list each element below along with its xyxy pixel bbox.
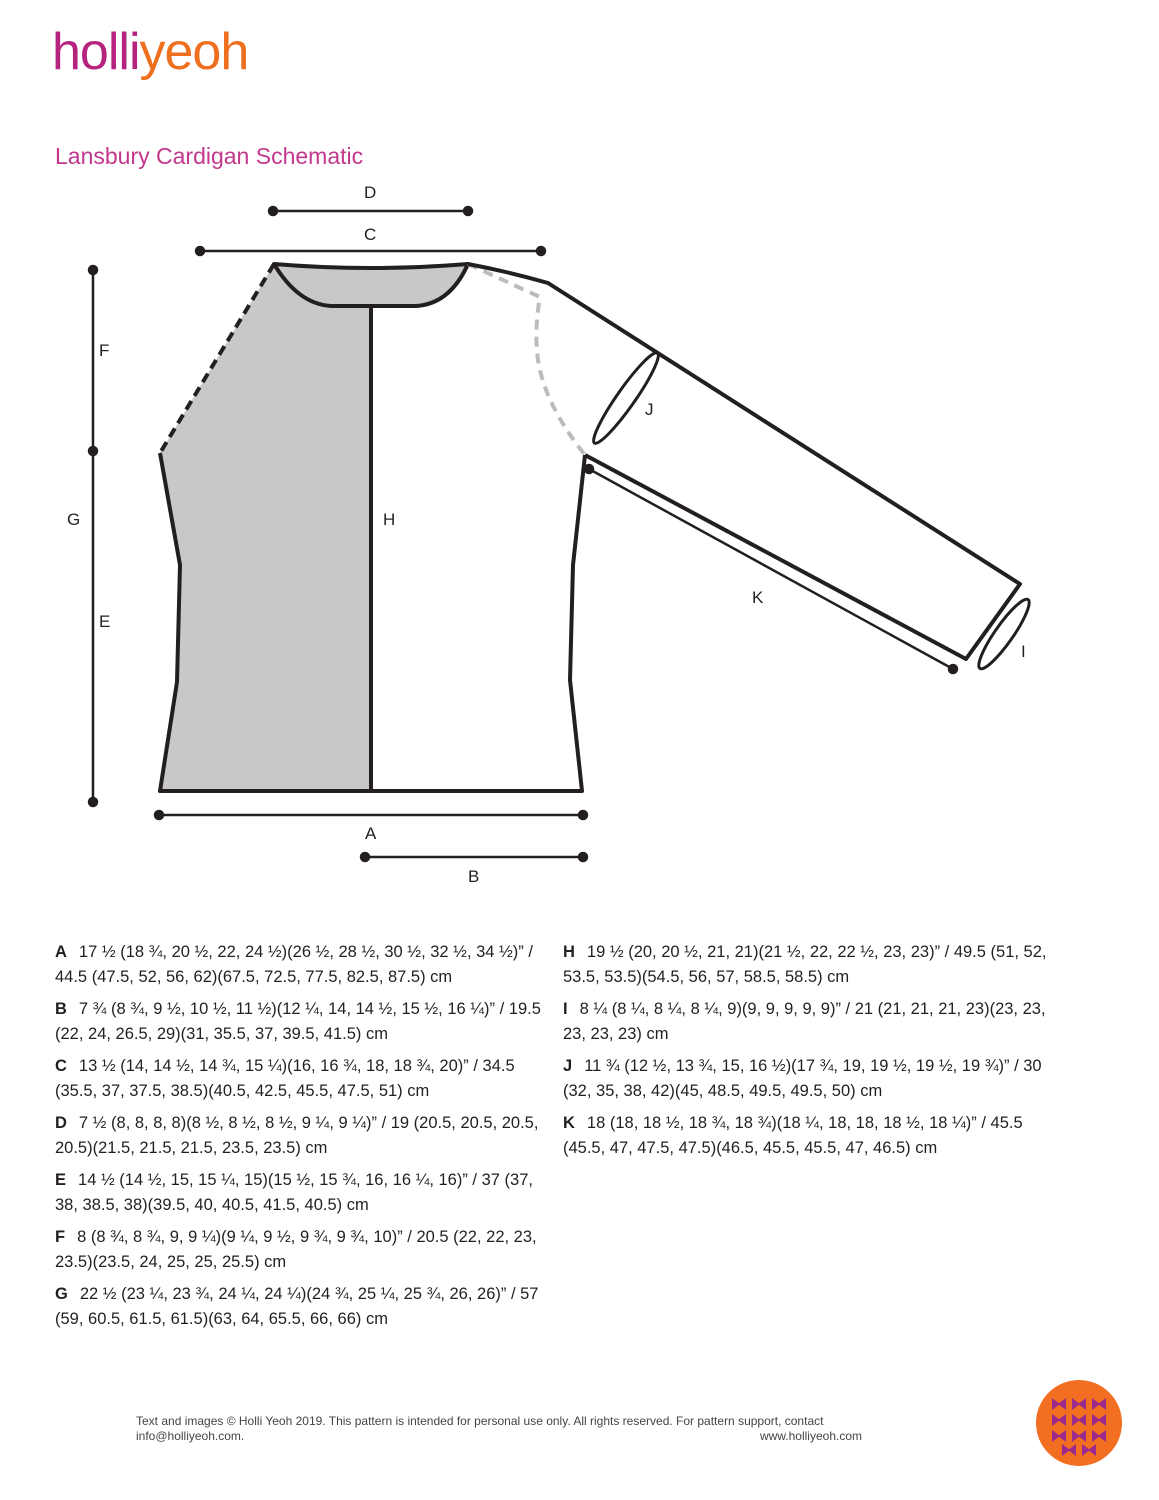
label-j: J [645,400,654,419]
footer [136,1414,862,1444]
footer-copyright: Text and images © Holli Yeoh 2019. This pattern is intended for personal use only. All rights reserved. For pattern support, contact info@holliyeoh.com. [136,1414,824,1443]
measurement-d: D 7 ½ (8, 8, 8, 8)(8 ½, 8 ½, 8 ½, 9 ¼, 9 ¼)” / 19 (20.5, 20.5, 20.5, 20.5)(21.5, 21.5, 21.5, 23.5, 23.5) cm [55,1114,539,1157]
measurement-a: A 17 ½ (18 ¾, 20 ½, 22, 24 ½)(26 ½, 28 ½, 30 ½, 32 ½, 34 ½)” / 44.5 (47.5, 52, 56, 62)(67.5, 72.5, 77.5, 82.5, 87.5) cm [55,943,533,986]
dim-end-b-left [361,853,369,861]
brand-logo-part2: yeoh [139,23,249,81]
label-i: I [1021,642,1026,661]
dim-end-d-left [269,207,277,215]
label-c: C [364,225,377,244]
label-a: A [365,824,377,843]
label-b: B [468,867,480,886]
dim-end-c-left [196,247,204,255]
dim-end-b-right [579,853,587,861]
dim-end-k-bottom [949,665,957,673]
dim-end-fe-mid [89,447,97,455]
dim-end-a-right [579,811,587,819]
dim-end-c-right [537,247,545,255]
measurement-k: K 18 (18, 18 ½, 18 ¾, 18 ¾)(18 ¼, 18, 18, 18 ½, 18 ¼)” / 45.5 (45.5, 47, 47.5, 47.5)(46.5, 45.5, 45.5, 47, 46.5) cm [563,1114,1023,1157]
measurements-right-column [563,940,1063,1168]
label-d: D [364,183,377,202]
label-k: K [752,588,764,607]
label-e: E [99,612,111,631]
measurements-left-column [55,940,545,1339]
label-f: F [99,341,110,360]
measurement-c: C 13 ½ (14, 14 ½, 14 ¾, 15 ¼)(16, 16 ¾, 18, 18 ¾, 20)” / 34.5 (35.5, 37, 37.5, 38.5)(40.5, 42.5, 45.5, 47.5, 51) cm [55,1057,515,1100]
dim-end-g-top [89,266,97,274]
page-title: Lansbury Cardigan Schematic [55,143,364,169]
cardigan-schematic [0,170,1159,900]
upper-arm-ellipse [587,348,665,448]
measurement-e: E 14 ½ (14 ½, 15, 15 ¼, 15)(15 ½, 15 ¾, 16, 16 ¼, 16)” / 37 (37, 38, 38.5, 38)(39.5, 40, 40.5, 41.5, 40.5) cm [55,1171,533,1214]
measurement-h: H 19 ½ (20, 20 ½, 21, 21)(21 ½, 22, 22 ½, 23, 23)” / 49.5 (51, 52, 53.5, 53.5)(54.5, 56, 57, 58.5, 58.5) cm [563,943,1047,986]
measurement-i: I 8 ¼ (8 ¼, 8 ¼, 8 ¼, 9)(9, 9, 9, 9, 9)” / 21 (21, 21, 21, 23)(23, 23, 23, 23, 23) cm [563,1000,1046,1043]
measurement-f: F 8 (8 ¾, 8 ¾, 9, 9 ¼)(9 ¼, 9 ½, 9 ¾, 9 ¾, 10)” / 20.5 (22, 22, 23, 23.5)(23.5, 24, 25, 25, 25.5) cm [55,1228,537,1271]
label-h: H [383,510,396,529]
footer-website: www.holliyeoh.com [759,1429,862,1443]
brand-logo [52,23,249,81]
dim-line-k [589,469,953,669]
knit-stitch-badge-icon [1036,1380,1122,1466]
dim-end-a-left [155,811,163,819]
raglan-seam-right [468,264,585,455]
brand-logo-part1: holli [52,23,140,81]
dim-end-k-top [585,465,593,473]
measurement-g: G 22 ½ (23 ¼, 23 ¾, 24 ¼, 24 ¼)(24 ¾, 25 ¼, 25 ¾, 26, 26)” / 57 (59, 60.5, 61.5, 61.5)(63, 64, 65.5, 66, 66) cm [55,1285,539,1328]
label-g: G [67,510,81,529]
left-front-panel [160,264,371,791]
sleeve-outline [468,264,1020,659]
dim-end-g-bottom [89,798,97,806]
dim-end-d-right [464,207,472,215]
measurement-j: J 11 ¾ (12 ½, 13 ¾, 15, 16 ½)(17 ¾, 19, 19 ½, 19 ½, 19 ¾)” / 30 (32, 35, 38, 42)(45, 48.5, 49.5, 49.5, 50) cm [563,1057,1042,1100]
measurement-b: B 7 ¾ (8 ¾, 9 ½, 10 ½, 11 ½)(12 ¼, 14, 14 ½, 15 ½, 16 ¼)” / 19.5 (22, 24, 26.5, 29)(31, 35.5, 37, 39.5, 41.5) cm [55,1000,541,1043]
